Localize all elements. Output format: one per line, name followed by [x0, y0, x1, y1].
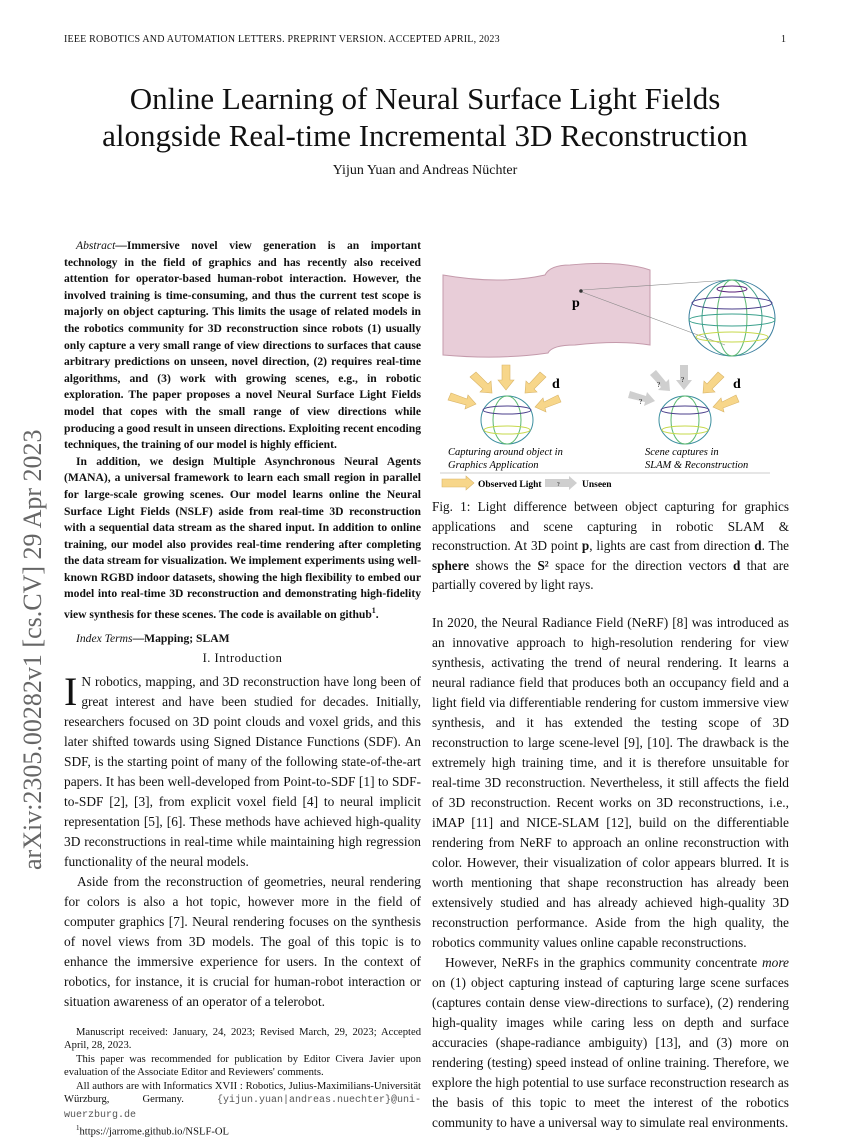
footnote — [64, 1122, 421, 1139]
label-right: SLAM & Reconstruction — [645, 460, 749, 471]
paragraph-text: However, NeRFs in the graphics community concentrate — [445, 954, 762, 970]
figure-labels — [448, 447, 748, 471]
paragraph-text: on (1) object capturing instead of capturing large scene surfaces (captures contain dense view-directions to surface), (2) rendering high-quality images while caring less on depth and surface accuracies (shape-radiance ambiguity) [13], and (3) more on rendering (testing) speed instead of online training. Therefore, we explore the high potential to use surface reconstruction research as the basis of this topic to meet the interest of the robotics community to have a universal way to simulate real environments. — [432, 974, 789, 1130]
arxiv-stamp: arXiv:2305.00282v1 [cs.CV] 29 Apr 2023 — [18, 429, 47, 870]
title-line: alongside Real-time Incremental 3D Reconstruction — [102, 118, 748, 153]
intro-p4 — [432, 953, 789, 1133]
unseen-mark: ? — [681, 376, 685, 384]
index-terms-text: —Mapping; SLAM — [132, 631, 230, 645]
intro-p3: In 2020, the Neural Radiance Field (NeRF) [8] was introduced as an innovative approach to high-resolution rendering for view synthesis, activating the trend of neural rendering. It learns a neural radiance field that produces both an occupancy field and a light field via differentiable rendering for custom immersive view synthesis, and it has extended the testing scope of 3D reconstruction to large scene-level [9], [10]. The drawback is the extremely high training time, and it is therefore unsuitable for real-time 3D reconstruction. Nevertheless, it still affects the field of 3D reconstruction. Recent works on 3D reconstructions, i.e., iMAP [11] and NICE-SLAM [12], build on the differentiable rendering from NeRF to approach an online reconstruction with color. However, their visualization of color appears blurred. It is worth mentioning that shape reconstruction has already been extensively studied and has already achieved high-quality 3D reconstruction performance. Aside from the high quality, the robotics community values online capable reconstructions. — [432, 614, 789, 950]
point-label: p — [572, 296, 580, 311]
footnote — [64, 1080, 421, 1123]
caption-text: Light difference between object capturing for graphics applications and scene capturing in robotic SLAM & reconstruction. At 3D point — [432, 499, 789, 553]
unseen-arrow-icon — [545, 476, 577, 490]
caption-symbol: S² — [537, 557, 549, 573]
direction-label: d — [733, 377, 741, 392]
section-heading: I. Introduction — [202, 650, 283, 665]
intro-p2: Aside from the reconstruction of geometries, neural rendering for colors is also a hot topic, however more in the field of computer graphics [7]. Neural rendering focuses on the synthesis of novel views from 3D models. The goal of this topic is to enhance the immersive experience for users. In the context of robotics, for instance, it is crucial for human-robot interaction or situation awareness of an operator of a telerobot. — [64, 873, 421, 1009]
footnote-mark: 1 — [76, 1124, 80, 1133]
sphere-left-icon — [481, 396, 533, 444]
abstract — [64, 238, 421, 454]
title-line: Online Learning of Neural Surface Light Fields — [129, 81, 721, 116]
caption-emph: sphere — [432, 557, 470, 573]
footnotes — [64, 1012, 421, 1139]
footnote: This paper was recommended for publication by Editor Civera Javier upon evaluation of the Associate Editor and Reviewers' comments. — [64, 1053, 421, 1079]
caption-symbol: p — [581, 538, 590, 553]
email[interactable]: {yijun.yuan|andreas.nuechter}@uni-wuerzburg.de — [64, 1095, 421, 1121]
right-column — [432, 245, 789, 1133]
running-header: IEEE ROBOTICS AND AUTOMATION LETTERS. PREPRINT VERSION. ACCEPTED APRIL, 2023 — [64, 34, 500, 45]
caption-text: space for the direction vectors — [548, 557, 733, 573]
sphere-right-icon — [659, 396, 711, 444]
sphere-large-icon — [689, 280, 775, 356]
caption-symbol: d — [732, 557, 741, 573]
footnote-mark: 1 — [371, 606, 376, 616]
legend-observed: Observed Light — [478, 480, 542, 490]
observed-arrow-icon — [442, 476, 474, 490]
unseen-mark: ? — [557, 482, 560, 488]
caption-text: , lights are cast from direction — [589, 538, 755, 553]
index-terms — [64, 632, 421, 645]
abstract-text: In addition, we design Multiple Asynchronous Neural Agents (MANA), a universal framework to learn each small region in parallel for large-scale growing scenes. Our model learns online the Neural Surface Light Fields (NSLF) aside from real-time 3D reconstruction with a sequential data stream as the shared input. In addition to online training, our model also provides real-time rendering after completing the data stream for visualization. We implement experiments using well-known RGBD indoor datasets, showing the high flexibility to embed our model into real-time 3D reconstruction and demonstrating high-fidelity view synthesis for these scenes. The code is available on github — [64, 454, 421, 621]
right-body — [432, 613, 789, 1133]
caption-text: . The — [761, 538, 790, 553]
figure-caption — [432, 497, 789, 595]
index-terms-label: Index Terms — [76, 631, 133, 645]
caption-text: that are partially covered by light rays. — [432, 557, 789, 592]
left-column — [64, 238, 421, 1139]
paper-title — [0, 80, 850, 154]
authors: Yijun Yuan and Andreas Nüchter — [332, 163, 518, 178]
page-number: 1 — [781, 34, 786, 45]
github-link[interactable]: https://jarrome.github.io/NSLF-OL — [79, 1126, 229, 1138]
figure-1 — [440, 245, 840, 475]
label-left: Capturing around object in — [448, 447, 563, 458]
paragraph-text: N robotics, mapping, and 3D reconstruction have long been of great interest and have been studied for decades. Initially, researchers focused on 3D point clouds and voxel grids, and this later shifted towards using Signed Distance Functions (SDF). An SDF, is the starting point of many of the following state-of-the-art papers. It has been well-developed from Point-to-SDF [1] to SDF-to-SDF [2], [3], from explicit voxel field [4] to neural implicit representation [5], [6]. These methods have achieved high-quality 3D reconstructions in real-time while maintaining high regression functionality of the neural models. — [64, 673, 421, 869]
abstract-text: —Immersive novel view generation is an important technology in the field of graphics and has recently also received attention for operator-based human-robot interaction. However, the involved training is time-consuming, and thus the current test scope is majorly on object capturing. This limits the usage of related models in the robotics community for 3D reconstruction since robots (1) usually only capture a very small range of view directions to surfaces that cause arbitrary predictions on unseen, novel direction, (2) requires real-time algorithms, and (3) work with growing scenes, e.g., in robotic exploration. The paper proposes a novel Neural Surface Light Fields model that copes with the small range of view directions while producing a good result in unseen directions. Exploiting recent encoding techniques, the training of our model is highly efficient. — [64, 239, 421, 452]
abstract-p2: In addition, we design Multiple Asynchronous Neural Agents (MANA), a universal framework to learn each small region in parallel for large-scale growing scenes. Our model learns online the Neural Surface Light Fields (NSLF) aside from real-time 3D reconstruction with a sequential data stream as the shared input. In addition to online training, our model also provides real-time rendering after completing the data stream for visualization. We implement experiments using well-known RGBD indoor datasets, showing the high flexibility to embed our model into real-time 3D reconstruction and demonstrating high-fidelity view synthesis for these scenes. The code is available on github$^1$. — [64, 454, 421, 621]
direction-label: d — [552, 377, 560, 392]
caption-text: shows the — [469, 557, 538, 573]
footnote: Manuscript received: January, 24, 2023; Revised March, 29, 2023; Accepted April, 28, 2023. — [64, 1026, 421, 1052]
affiliation: All authors are with Informatics XVII : Robotics, Julius-Maximilians-Universität Würzburg, Germany. — [64, 1080, 421, 1106]
legend-unseen: Unseen — [582, 480, 612, 490]
drop-cap: I — [64, 668, 78, 714]
label-left: Graphics Application — [448, 460, 539, 471]
caption-symbol: d — [754, 538, 762, 553]
caption-label: Fig. 1: — [432, 499, 471, 514]
intro-p1 — [64, 668, 421, 872]
observed-light-arrows — [448, 365, 561, 412]
emphasis: more — [761, 954, 789, 970]
surface — [443, 263, 650, 357]
figure-legend — [440, 475, 680, 491]
abstract-label: Abstract — [76, 239, 116, 252]
unseen-mark: ? — [639, 398, 643, 406]
unseen-mark: ? — [657, 381, 661, 389]
label-right: Scene captures in — [645, 447, 719, 458]
